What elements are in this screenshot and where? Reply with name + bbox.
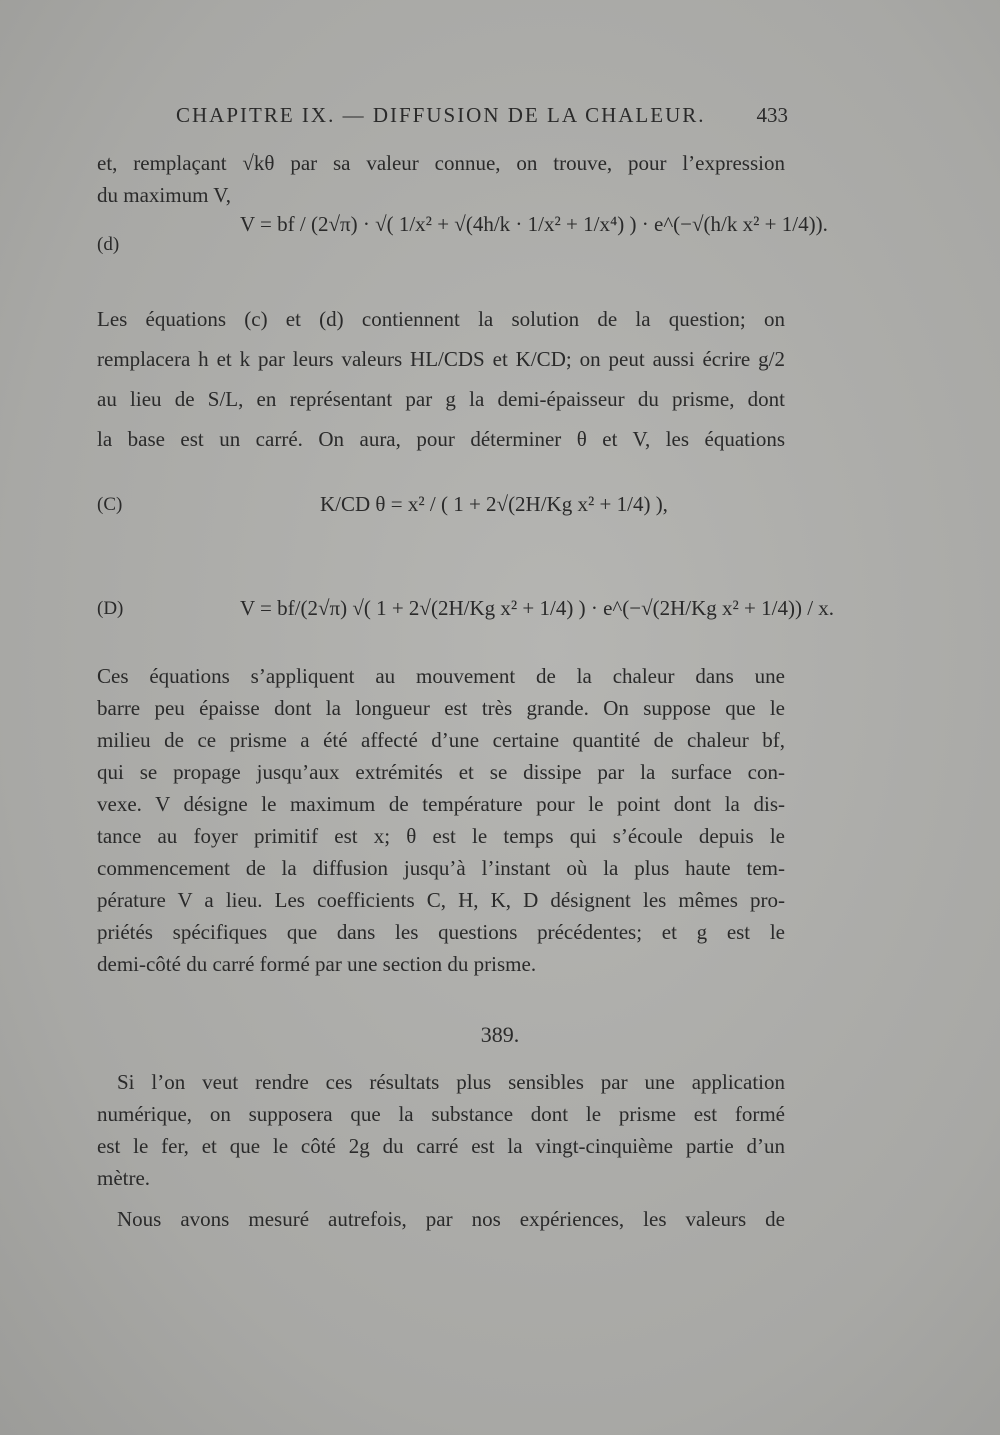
equation-D-formula: V = bf/(2√π) √( 1 + 2√(2H/Kg x² + 1/4) ) · e^(−√(2H/Kg x² + 1/4)) / x. <box>240 596 835 620</box>
text-line: la base est un carré. On aura, pour déterminer θ et V, les équations <box>97 427 785 451</box>
equation-D <box>240 596 834 621</box>
running-title: CHAPITRE IX. — DIFFUSION DE LA CHALEUR. <box>176 103 706 127</box>
equation-C-formula: K/CD θ = x² / ( 1 + 2√(2H/Kg x² + 1/4) ), <box>320 492 668 516</box>
text-line: Si l’on veut rendre ces résultats plus sensibles par une application <box>117 1070 785 1094</box>
text-line: numérique, on supposera que la substance dont le prisme est formé <box>97 1102 785 1126</box>
text-line: Ces équations s’appliquent au mouvement de la chaleur dans une <box>97 664 785 688</box>
text-line: qui se propage jusqu’aux extrémités et se dissipe par la surface con- <box>97 760 785 784</box>
text-line: pérature V a lieu. Les coefficients C, H, K, D désignent les mêmes pro- <box>97 888 785 912</box>
running-header <box>176 103 788 128</box>
equation-label-C: (C) <box>97 494 123 515</box>
text-line: Nous avons mesuré autrefois, par nos expériences, les valeurs de <box>117 1207 785 1231</box>
equation-label-d: (d) <box>97 234 120 255</box>
paragraph-1 <box>97 147 785 211</box>
text-line: commencement de la diffusion jusqu’à l’instant où la plus haute tem- <box>97 856 785 880</box>
section-number: 389. <box>480 1022 520 1047</box>
paragraph-2 <box>97 300 785 460</box>
text-line: milieu de ce prisme a été affecté d’une certaine quantité de chaleur bf, <box>97 728 785 752</box>
text-line: et, remplaçant √kθ par sa valeur connue, on trouve, pour l’expression <box>97 151 785 175</box>
text-line: au lieu de S/L, en représentant par g la demi-épaisseur du prisme, dont <box>97 387 785 411</box>
paragraph-4 <box>97 1066 785 1194</box>
equation-d-formula: V = bf / (2√π) · √( 1/x² + √(4h/k · 1/x² + 1/x⁴) ) · e^(−√(h/k x² + 1/4)). <box>240 212 828 236</box>
page-number: 433 <box>756 103 788 127</box>
text-line: barre peu épaisse dont la longueur est très grande. On suppose que le <box>97 696 785 720</box>
equation-label-D: (D) <box>97 598 124 619</box>
equation-d <box>240 212 828 237</box>
equation-C <box>320 492 668 517</box>
text-line: tance au foyer primitif est x; θ est le temps qui s’écoule depuis le <box>97 824 785 848</box>
text-line: priétés spécifiques que dans les questions précédentes; et g est le <box>97 920 785 944</box>
paragraph-3 <box>97 660 785 980</box>
text-line: Les équations (c) et (d) contiennent la solution de la question; on <box>97 307 785 331</box>
paragraph-5 <box>97 1203 785 1235</box>
text-line: est le fer, et que le côté 2g du carré est la vingt-cinquième partie d’un <box>97 1134 785 1158</box>
text-line: demi-côté du carré formé par une section du prisme. <box>97 952 537 976</box>
text-line: du maximum V, <box>97 183 231 207</box>
text-line: vexe. V désigne le maximum de température pour le point dont la dis- <box>97 792 785 816</box>
text-line: mètre. <box>97 1166 151 1190</box>
text-line: remplacera h et k par leurs valeurs HL/CDS et K/CD; on peut aussi écrire g/2 <box>97 347 785 371</box>
